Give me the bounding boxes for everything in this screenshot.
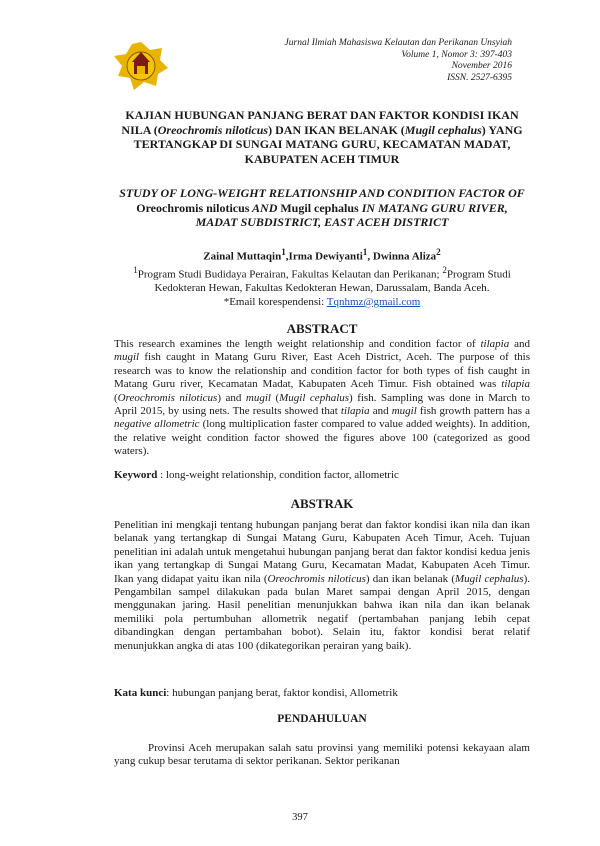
correspondence [114,296,530,310]
abstract-text: ) and [217,391,246,404]
author-name: ,Irma Dewiyanti [285,250,363,263]
abstract-italic: tilapia [480,338,510,350]
abstract-italic: negative allometric [114,418,200,431]
affiliation-sup: 2 [442,265,447,276]
email-label: *Email korespendensi: [223,295,327,308]
abstrak-heading: ABSTRAK [290,496,354,511]
abstrak-body [114,519,530,653]
title-id-part: KAJIAN HUBUNGAN PANJANG BERAT DAN FAKTOR KONDISI IKAN NILA ( [121,108,519,137]
introduction-body: Provinsi Aceh merupakan salah satu provinsi yang memiliki potensi kekayaan alam yang cukup besar terutama di sektor perikanan. Sektor perikanan [114,742,530,768]
abstract-text: ) fish. Sampling was done in March to April 2015, by using nets. The results showed that [114,391,530,418]
abstract-text: (long multiplication faster compared to value added weights). In addition, the relative weight condition factor showed the figures above 100 (categorized as good waters). [114,418,530,458]
title-en-species: Mugil cephalus [280,200,359,215]
abstract-italic: mugil [245,391,271,404]
abstract-italic: tilapia [340,405,370,418]
keyword-text: : long-weight relationship, condition factor, allometric [157,469,399,481]
keywords-indonesian [114,687,530,700]
abstract-text: fish growth pattern has a [416,405,531,418]
author-name: , Dwinna Aliza [367,250,437,263]
abstrak-italic: Oreochromis niloticus [267,572,366,585]
university-seal-icon [112,40,170,92]
affiliation-2: Program Studi Kedokteran Hewan, Fakultas Kedokteran Hewan, Darussalam, Banda Aceh. [154,268,511,295]
journal-header [212,38,512,84]
abstract-italic: mugil [391,405,417,418]
title-id-part: ) YANG TERTANGKAP DI SUNGAI MATANG GURU, KECAMATAN MADAT, KABUPATEN ACEH TIMUR [133,122,523,166]
author-sup: 1 [362,247,368,257]
page-number: 397 [292,812,308,823]
keywords-english [114,469,530,482]
abstract-text: and [509,338,530,350]
abstrak-text: ). Pengambilan sampel dilakukan pada bulan Maret sampai dengan April 2015, dengan menggunakan jaring. Hasil penelitian menunjukkan bahwa ikan nila dan ikan belanak memiliki pola pertumbuhan allometrik negatif (pertambahan panjang lebih cepat dibandingkan dengan pertambahan bobot). Selain itu, faktor kondisi berat relatif menunjukkan angka di atas 100 (dikategorikan perairan yang baik). [114,572,530,652]
author-names [114,246,530,264]
author-sup: 1 [281,247,286,257]
abstract-text: ( [114,391,118,404]
journal-volume: Volume 1, Nomor 3: 397-403 [401,49,512,60]
abstract-heading: ABSTRACT [286,321,358,336]
journal-issn: ISSN. 2527-6395 [447,72,512,83]
abstract-italic: Oreochromis niloticus [117,391,218,404]
introduction-heading: PENDAHULUAN [277,713,367,725]
abstract-text: fish caught in Matang Guru River, East Aceh District, Aceh. The purpose of this research was to know the relationship and condition factor for both types of fish caught in Matang Guru river, Kecamatan Madat, Kabupaten Aceh Timur. Fish obtained was [114,351,530,391]
affiliations [114,264,530,296]
affiliation-1: Program Studi Budidaya Perairan, Fakultas Kelautan dan Perikanan; [137,268,443,281]
abstrak-text: Penelitian ini mengkaji tentang hubungan panjang berat dan faktor kondisi ikan nila dan ikan belanak yang tertangkap di Sungai Matang Guru, Kabupaten Aceh Timur, Aceh. Tujuan penelitian ini adalah untuk mengetahui hubungan panjang berat dan faktor kondisi kedua jenis ikan yang tertangkap di Sungai Matang Guru, Kecamatan Madat, Kabupaten Aceh Timur. Ikan yang didapat yaitu ikan nila ( [114,519,530,585]
affiliation-sup: 1 [133,265,138,276]
abstract-italic: Mugil cephalus [279,391,350,404]
title-id-species: Mugil cephalus [404,122,482,137]
abstract-text: and [369,405,392,418]
abstract-text: This research examines the length weight relationship and condition factor of [114,338,481,350]
keyword-text: : hubungan panjang berat, faktor kondisi, Allometrik [166,687,398,699]
author-sup: 2 [436,247,441,257]
title-en-part: IN MATANG GURU RIVER, MADAT SUBDISTRICT, EAST ACEH DISTRICT [195,200,508,229]
journal-date: November 2016 [451,61,512,71]
title-en-species: Oreochromis niloticus [136,200,250,215]
keyword-label: Kata kunci [114,687,167,699]
abstrak-text: ) dan ikan belanak ( [365,572,455,585]
title-id-part: ) DAN IKAN BELANAK ( [268,122,405,137]
title-en-part: AND [249,200,281,215]
keyword-label: Keyword [114,469,158,481]
abstract-body [114,338,530,459]
abstract-italic: mugil [114,351,140,364]
abstract-text: ( [270,391,280,404]
abstract-italic: tilapia [501,378,530,391]
email-link[interactable]: Tqnhmz@gmail.com [326,295,421,308]
journal-name: Jurnal Ilmiah Mahasiswa Kelautan dan Perikanan Unsyiah [284,38,512,48]
author-block [114,246,530,309]
title-english [114,186,530,230]
title-id-species: Oreochromis niloticus [157,122,269,137]
title-en-part: STUDY OF LONG-WEIGHT RELATIONSHIP AND CONDITION FACTOR OF [119,186,525,200]
title-indonesian [114,108,530,166]
abstrak-italic: Mugil cephalus [455,572,524,585]
author-name: Zainal Muttaqin [203,250,282,263]
